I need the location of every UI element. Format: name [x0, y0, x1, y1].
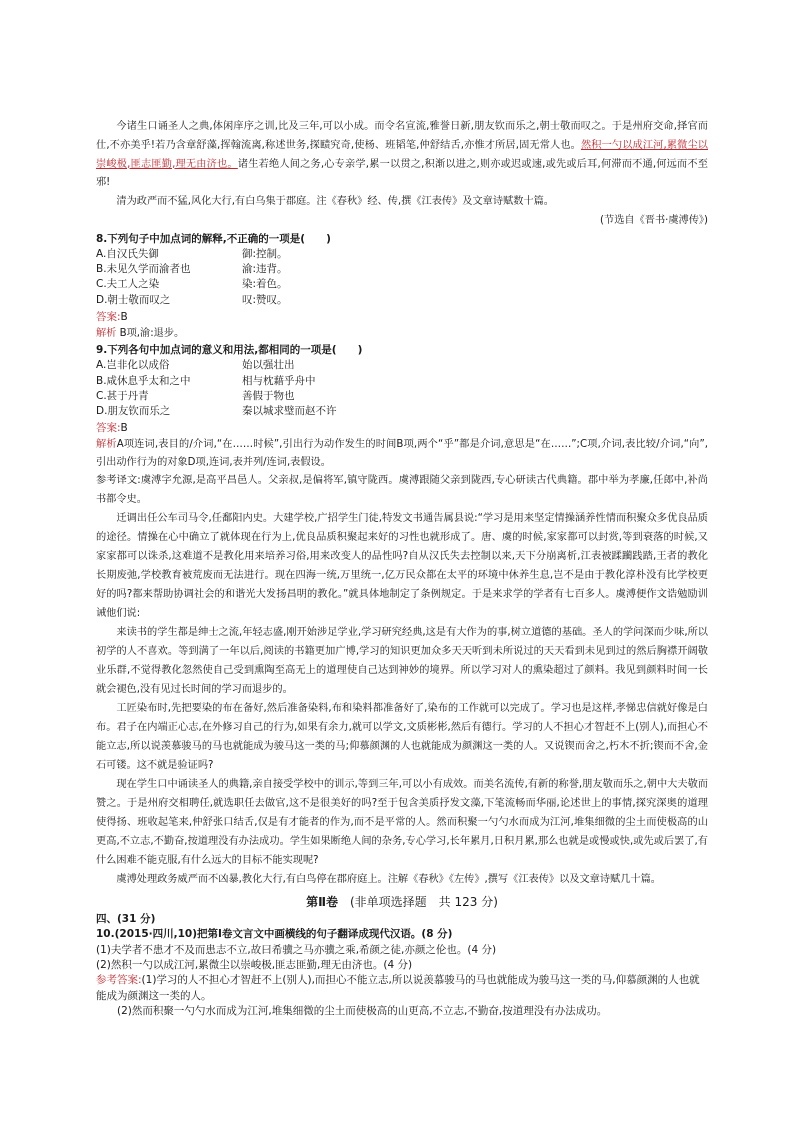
translation-paragraph-1: 参考译文:虞溥字允源,是高平昌邑人。父亲叔,是偏将军,镇守陇西。虞溥跟随父亲到陇西,专心研读古代典籍。郡中举为孝廉,任郎中,补尚书都令史。	[96, 474, 708, 505]
translation-paragraph-3: 来读书的学生都是绅士之流,年轻志盛,刚开始涉足学业,学习研究经典,这是有大作为的事,树立道德的基础。圣人的学问深而少味,所以初学的人不喜欢。等到满了一年以后,阅读的书籍更加广博,学习的知识更加众多天天听到未所说过的天天看到未见到过的然后胸襟开阔敬业乐群,不觉得教化忽然使自己受到熏陶至高无上的道理使自己达到神妙的境界。所以学习对人的熏染超过了颜料。我见到颜料时间一长就会褪色,没有见过长时间的学习而退步的。	[96, 626, 708, 695]
question-10-answer-2: (2)然而积聚一勺勺水而成为江河,堆集细微的尘土而使极高的山更高,不立志,不勤奋,按道理没有办法成功。	[117, 1005, 608, 1018]
passage-text-1: 今诸生口诵圣人之典,体闲庠序之训,比及三年,可以小成。而令名宣流,雅誉日新,朋友钦而乐之,朝士敬而叹之。于是州府交命,择官而仕,不亦美乎!若乃含章舒藻,挥翰流离,称述世务,探赜究奇,使杨、班韬笔,仲舒结舌,亦惟才所居,固无常人也。	[96, 121, 708, 151]
question-8-answer: 答案:B	[96, 310, 128, 323]
passage-paragraph-2: 清为政严而不猛,风化大行,有白乌集于郡庭。注《春秋》经、传,撰《江表传》及文章诗赋数十篇。	[116, 196, 554, 208]
question-8-option-c: C.夫工人之染 染:着色。	[96, 278, 288, 291]
question-8-option-d: D.朝士敬而叹之 叹:赞叹。	[96, 293, 288, 306]
question-9-option-a: A.岂非化以成俗 始以强壮出	[96, 359, 295, 372]
section-heading	[96, 892, 708, 912]
question-9-answer: 答案:B	[96, 422, 128, 435]
question-9-option-c: C.甚于丹青 善假于物也	[96, 389, 295, 402]
underlined-sentence: 然积一勺以成江河,累微尘以崇峻极,匪志匪勤,理无由济也。	[96, 139, 708, 170]
document-page	[96, 118, 708, 1020]
question-8-stem: 8.下列句子中加点词的解释,不正确的一项是( )	[96, 232, 331, 245]
section-subtitle: (非单项选择题 共 123 分)	[350, 894, 498, 909]
question-8-option-b: B.未见久学而渝者也 渝:违背。	[96, 263, 288, 276]
translation-paragraph-4: 工匠染布时,先把要染的布在备好,然后准备染料,布和染料都准备好了,染布的工作就可以完成了。学习也是这样,孝悌忠信就好像是白布。君子在内端正心志,在外修习自己的行为,如果有余力,就可以学文,文质彬彬,然后有德行。学习的人不担心才智赶不上(别人),而担心不能立志,所以说羡慕骏马的马也就能成为骏马这一类的马;仰慕颜渊的人也就能成为颜渊这一类的人。又说锲而舍之,朽木不折;锲而不舍,金石可镂。这不就是验证吗?	[96, 702, 708, 771]
translation-paragraph-6: 虞溥处理政务威严而不凶暴,教化大行,有白鸟停在郡府庭上。注解《春秋》《左传》,撰写《江表传》以及文章诗赋几十篇。	[116, 873, 661, 885]
question-9-explanation: 解析A项连词,表目的/介词,“在……时候”,引出行为动作发生的时间B项,两个“乎”都是介词,意思是“在……”;C项,介词,表比较/介词,“向”,引出动作行为的对象D项,连词,表并列/连词,表假设。	[96, 439, 708, 468]
passage-source: (节选自《晋书·虞溥传》)	[600, 214, 708, 226]
part-4-heading: 四、(31 分)	[96, 912, 156, 925]
question-8-option-a: A.自汉氏失御 御:控制。	[96, 247, 288, 260]
question-10-stem: 10.(2015·四川,10)把第Ⅰ卷文言文中画横线的句子翻译成现代汉语。(8 分)	[96, 928, 453, 941]
passage-text-1-end: 诸生若绝人间之务,心专亲学,累一以贯之,积渐以进之,则亦或迟或速,或先或后耳,何滞而不通,何远而不至邪!	[96, 158, 708, 189]
question-9-option-d: D.朋友钦而乐之 秦以城求璧而赵不许	[96, 405, 337, 418]
section-title: 第Ⅱ卷	[306, 894, 338, 909]
question-10-sentence-2: (2)然积一勺以成江河,累微尘以崇峻极,匪志匪勤,理无由济也。(4 分)	[96, 959, 413, 972]
translation-paragraph-2: 迁调出任公车司马令,任鄱阳内史。大建学校,广招学生门徒,特发文书通告属县说:“学习是用来坚定情操涵养性情而积聚众多优良品质的途径。情操在心中确立了就体现在行为上,优良品质积聚起来好的习性也就形成了。唐、虞的时候,家家都可以封赏,等到衰落的时候,又家家都可以诛杀,这难道不是教化用来培养习俗,用来改变人的品性吗?自从汉氏失去控制以来,天下分崩离析,江表被蹂躏践踏,王者的教化长期废弛,学校教育被荒废而无法进行。现在四海一统,万里统一,亿万民众都在太平的环境中休养生息,岂不是由于教化淳朴没有比学校更好的吗?都来帮助协调社会的和谐光大发扬昌明的教化。”就具体地制定了条例规定。于是来求学的学者有七百多人。虞溥便作文诰勉励训诫他们说:	[96, 512, 708, 619]
question-10-answer-1: 参考答案:(1)学习的人不担心才智赶不上(别人),而担心不能立志,所以说羡慕骏马的马也就能成为骏马这一类的马,仰慕颜渊的人也就能成为颜渊这一类的人。	[96, 974, 700, 1002]
question-9-stem: 9.下列各句中加点词的意义和用法,都相同的一项是( )	[96, 344, 363, 357]
question-8-explanation: 解析 B项,渝:退步。	[96, 328, 185, 339]
passage-paragraph-1	[96, 118, 708, 193]
question-10-sentence-1: (1)夫学者不患才不及而患志不立,故曰希骥之马亦骥之乘,希颜之徒,亦颜之伦也。(4 分)	[96, 943, 497, 956]
translation-paragraph-5: 现在学生口中诵读圣人的典籍,亲自接受学校中的训示,等到三年,可以小有成效。而美名流传,有新的称誉,朋友敬而乐之,朝中大夫敬而赞之。于是州府交相聘任,就选职任去做官,这不是很美好的吗?至于包含美质抒发文藻,下笔流畅而华丽,论述世上的事情,探究深奥的道理使得扬、班收起笔来,仲舒张口结舌,仅是有才能者的作为,而不是平常的人。然而积聚一勺勺水而成为江河,堆集细微的尘土而使极高的山更高,不立志,不勤奋,按道理没有办法成功。学生如果断绝人间的杂务,专心学习,长年累月,日积月累,那么也就是或慢或快,或先或后罢了,有什么困难不能克服,有什么远大的目标不能实现呢?	[96, 778, 708, 866]
question-9-option-b: B.咸休息乎太和之中 相与枕藉乎舟中	[96, 374, 316, 387]
